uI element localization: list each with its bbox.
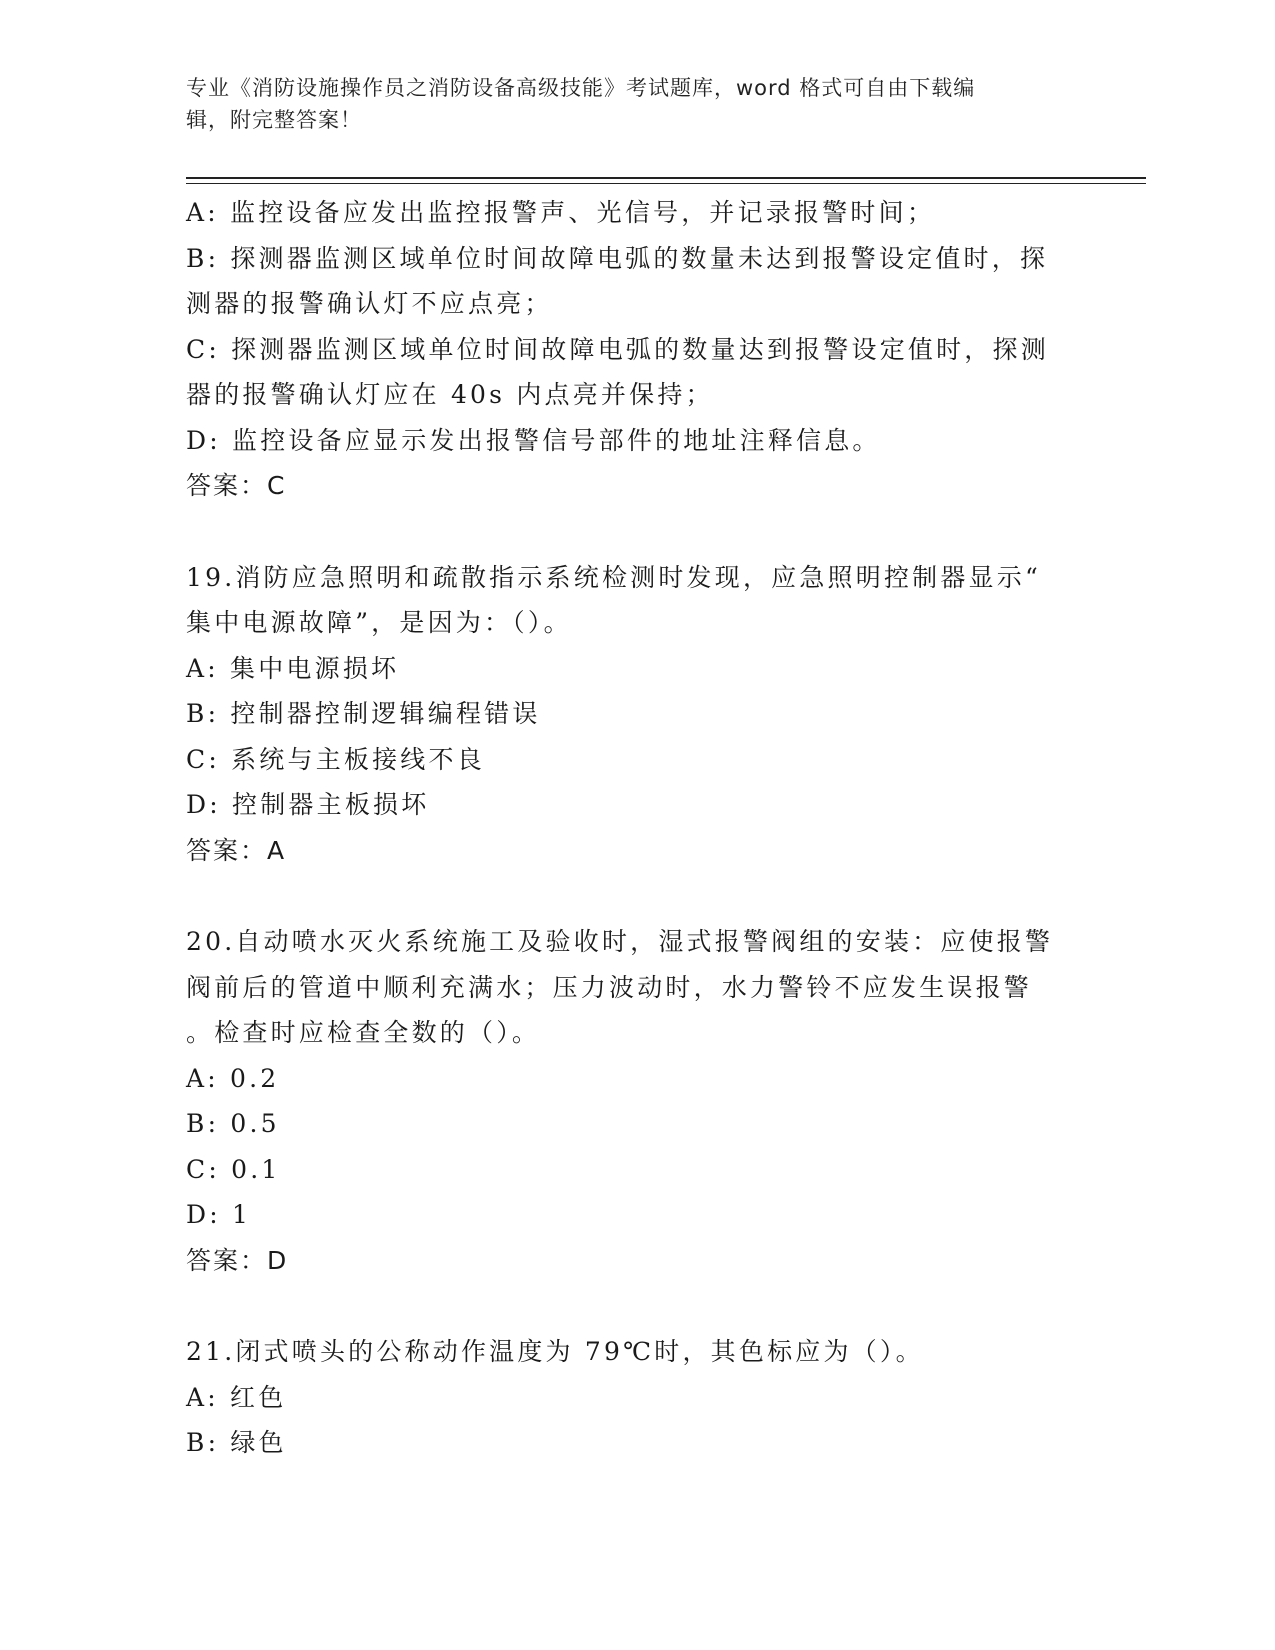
q19-stem-line-2: 集中电源故障”，是因为：（）。 (186, 608, 572, 637)
q21-option-a: A: 红色 (186, 1382, 287, 1412)
question-20 (186, 919, 1086, 1283)
q18-option-d: D: 监控设备应显示发出报警信号部件的地址注释信息。 (186, 425, 881, 455)
q18-option-c-line-1: C: 探测器监测区域单位时间故障电弧的数量达到报警设定值时，探测 (186, 334, 1049, 364)
question-18-options (186, 190, 1086, 509)
spacer (186, 873, 1086, 919)
document-body (186, 190, 1086, 1466)
q19-option-c: C: 系统与主板接线不良 (186, 744, 485, 774)
q20-stem-line-2: 阀前后的管道中顺利充满水；压力波动时，水力警铃不应发生误报警 (186, 972, 1033, 1002)
q20-option-a: A: 0.2 (186, 1063, 280, 1093)
spacer (186, 1283, 1086, 1329)
header-rule-thin (186, 183, 1146, 184)
q19-option-b: B: 控制器控制逻辑编程错误 (186, 699, 541, 728)
q19-option-a: A: 集中电源损坏 (186, 653, 400, 683)
header-line-1: 专业《消防设施操作员之消防设备高级技能》考试题库，word 格式可自由下载编 (186, 76, 976, 100)
q21-stem-line-1: 21.闭式喷头的公称动作温度为 79℃时，其色标应为（）。 (186, 1337, 924, 1366)
question-21 (186, 1329, 1086, 1466)
q18-answer: 答案：C (186, 471, 287, 500)
spacer (186, 509, 1086, 555)
header-line-2: 辑，附完整答案！ (186, 108, 362, 132)
q21-option-b: B: 绿色 (186, 1428, 287, 1457)
q20-option-b: B: 0.5 (186, 1109, 280, 1138)
q18-option-c-line-2: 器的报警确认灯应在 40s 内点亮并保持； (186, 380, 714, 409)
q20-stem-line-3: 。检查时应检查全数的（）。 (186, 1018, 541, 1047)
q18-option-b-line-2: 测器的报警确认灯不应点亮； (186, 289, 553, 318)
question-19 (186, 555, 1086, 874)
document-header (186, 72, 1086, 136)
q20-stem-line-1: 20.自动喷水灭火系统施工及验收时，湿式报警阀组的安装：应使报警 (186, 927, 1054, 956)
header-rule-thick (186, 177, 1146, 179)
q18-option-a: A: 监控设备应发出监控报警声、光信号，并记录报警时间； (186, 198, 936, 227)
q19-answer: 答案：A (186, 835, 287, 865)
q20-option-d: D: 1 (186, 1200, 252, 1229)
q20-option-c: C: 0.1 (186, 1154, 281, 1184)
q18-option-b-line-1: B: 探测器监测区域单位时间故障电弧的数量未达到报警设定值时，探 (186, 243, 1049, 273)
q20-answer: 答案：D (186, 1245, 289, 1275)
q19-option-d: D: 控制器主板损坏 (186, 790, 430, 819)
q19-stem-line-1: 19.消防应急照明和疏散指示系统检测时发现，应急照明控制器显示“ (186, 562, 1041, 592)
